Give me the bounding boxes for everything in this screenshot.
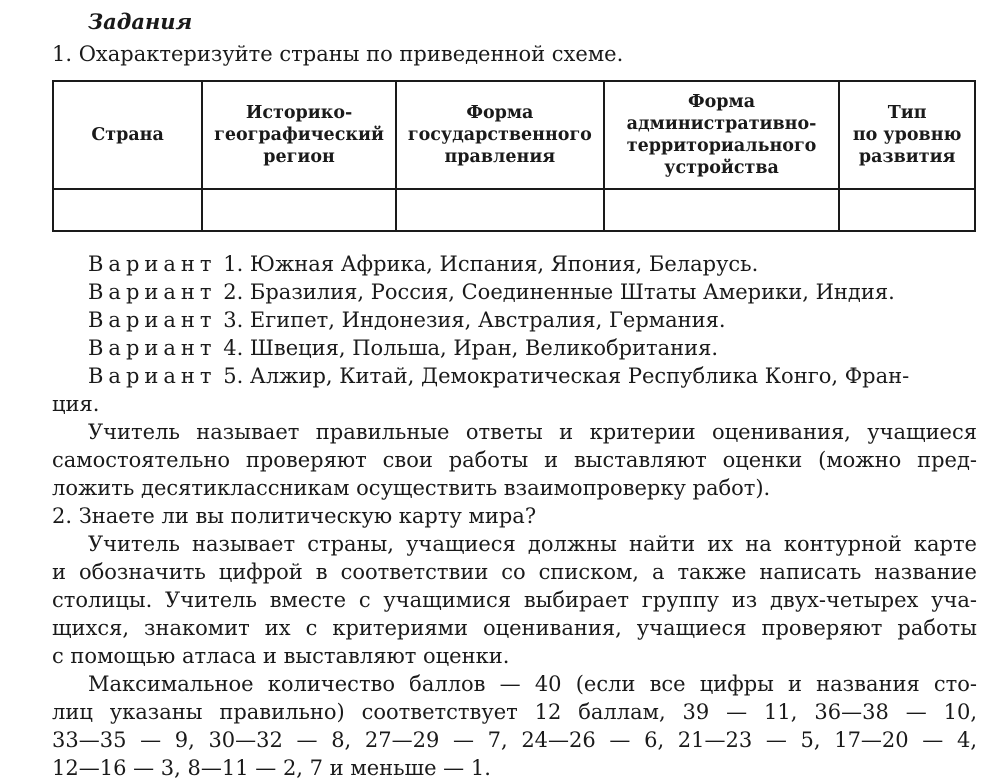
variant-1: Вариант 1. Южная Африка, Испания, Япония, Беларусь. [88,252,759,276]
table-cell [604,189,840,231]
header-government-form: Форма государственного правления [396,81,604,189]
variant-5-continuation: ция. [52,392,100,416]
variant-4: Вариант 4. Швеция, Польша, Иран, Великобритания. [88,336,719,360]
variant-label: Вариант [88,308,217,332]
paragraph-1-line: ложить десятиклассникам осуществить взаимопроверку работ). [52,476,771,500]
paragraph-2-line: и обозначить цифрой в соответствии со списком, а также написать название [52,560,977,584]
paragraph-2-line: столицы. Учитель вместе с учащимися выбирает группу из двух-четырех уча- [52,588,977,612]
table-cell [202,189,396,231]
table-header-row [53,81,975,189]
paragraph-3-line: 33—35 — 9, 30—32 — 8, 27—29 — 7, 24—26 — 6, 21—23 — 5, 17—20 — 4, [52,728,977,752]
variant-5: Вариант 5. Алжир, Китай, Демократическая Республика Конго, Фран- [88,364,910,388]
header-country: Страна [53,81,202,189]
variant-label: Вариант [88,364,217,388]
header-historical-region: Историко- географический регион [202,81,396,189]
header-administrative-form: Форма административно- территориального устройства [604,81,840,189]
section-heading: Задания [88,9,193,34]
paragraph-3-line: Максимальное количество баллов — 40 (если все цифры и названия сто- [88,672,977,696]
paragraph-1-line: Учитель называет правильные ответы и критерии оценивания, учащиеся [88,420,977,444]
paragraph-2-line: Учитель называет страны, учащиеся должны найти их на контурной карте [88,532,977,556]
table-cell [396,189,604,231]
table-cell [53,189,202,231]
variant-label: Вариант [88,252,217,276]
variant-2: Вариант 2. Бразилия, Россия, Соединенные Штаты Америки, Индия. [88,280,895,304]
table-cell [839,189,975,231]
variant-label: Вариант [88,280,217,304]
task-1-text: 1. Охарактеризуйте страны по приведенной схеме. [52,42,624,66]
paragraph-1-line: самостоятельно проверяют свои работы и выставляют оценки (можно пред- [52,448,977,472]
paragraph-3-line: лиц указаны правильно) соответствует 12 баллам, 39 — 11, 36—38 — 10, [52,700,977,724]
paragraph-2-line: щихся, знакомит их с критериями оценивания, учащиеся проверяют работы [52,616,977,640]
country-scheme-table [52,80,976,232]
header-development-type: Тип по уровню развития [839,81,975,189]
paragraph-2-line: с помощью атласа и выставляют оценки. [52,644,510,668]
paragraph-3-line: 12—16 — 3, 8—11 — 2, 7 и меньше — 1. [52,756,491,780]
table-empty-row [53,189,975,231]
variant-3: Вариант 3. Египет, Индонезия, Австралия, Германия. [88,308,726,332]
variant-label: Вариант [88,336,217,360]
task-2-text: 2. Знаете ли вы политическую карту мира? [52,504,537,528]
